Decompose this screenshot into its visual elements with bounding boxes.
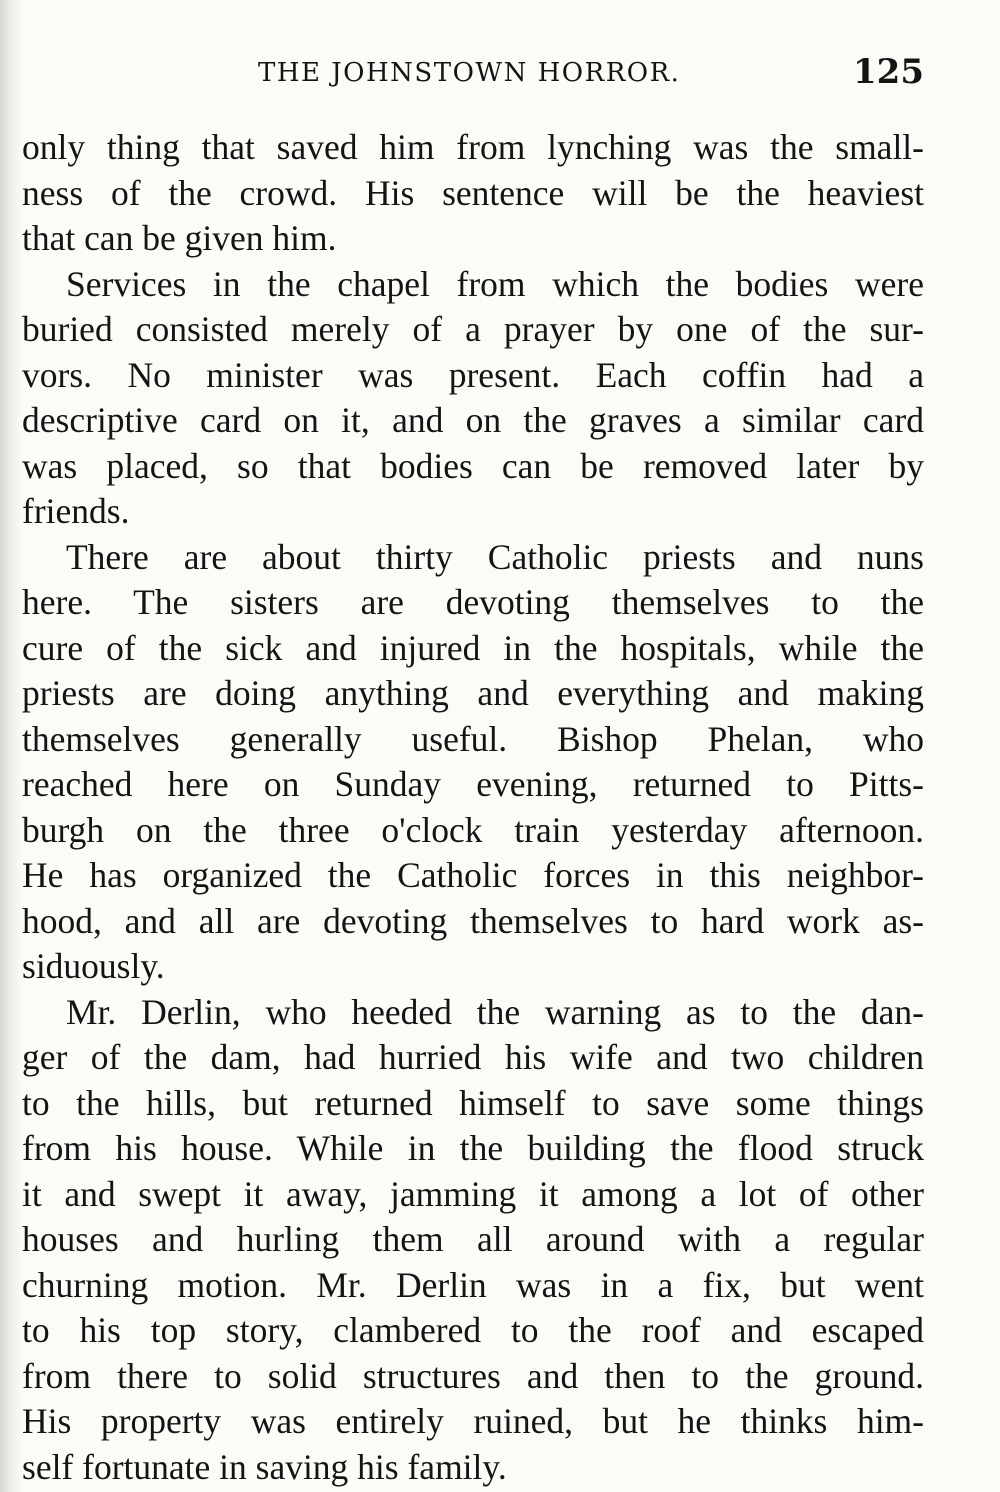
page-number: 125 — [853, 52, 924, 92]
page-header — [0, 52, 1000, 102]
text-line: themselves generally useful. Bishop Phelan, who — [22, 718, 924, 759]
text-line: self fortunate in saving his family. — [22, 1446, 507, 1487]
text-line: only thing that saved him from lynching was the small- — [22, 127, 924, 167]
text-line: houses and hurling them all around with a regular — [22, 1219, 924, 1259]
text-line: There are about thirty Catholic priests and nuns — [66, 536, 924, 577]
text-line: ger of the dam, had hurried his wife and two children — [22, 1037, 924, 1077]
body-text — [22, 125, 924, 1490]
text-line: friends. — [22, 491, 130, 531]
page-gutter-shadow — [0, 0, 22, 1492]
text-line: that can be given him. — [22, 218, 337, 258]
text-line: He has organized the Catholic forces in this neighbor- — [22, 855, 924, 895]
text-line: cure of the sick and injured in the hospitals, while the — [22, 627, 924, 668]
text-line: it and swept it away, jamming it among a lot of other — [22, 1173, 924, 1214]
text-line: descriptive card on it, and on the graves a similar card — [22, 400, 924, 440]
text-line: Services in the chapel from which the bodies were — [66, 263, 924, 304]
text-line: vors. No minister was present. Each coffin had a — [22, 354, 924, 395]
text-line: to the hills, but returned himself to save some things — [22, 1082, 924, 1123]
text-line: Mr. Derlin, who heeded the warning as to the dan- — [66, 991, 924, 1032]
text-line: was placed, so that bodies can be removed later by — [22, 445, 924, 486]
text-line: His property was entirely ruined, but he thinks him- — [22, 1401, 924, 1441]
text-line: reached here on Sunday evening, returned to Pitts- — [22, 764, 924, 804]
text-line: buried consisted merely of a prayer by one of the sur- — [22, 309, 924, 349]
text-line: churning motion. Mr. Derlin was in a fix, but went — [22, 1264, 924, 1305]
text-line: to his top story, clambered to the roof and escaped — [22, 1310, 924, 1350]
text-line: from his house. While in the building the flood struck — [22, 1128, 924, 1168]
text-line: burgh on the three o'clock train yesterday afternoon. — [22, 809, 924, 850]
text-line: siduously. — [22, 946, 165, 986]
text-line: priests are doing anything and everything and making — [22, 673, 924, 713]
text-line: ness of the crowd. His sentence will be the heaviest — [22, 172, 924, 213]
text-line: here. The sisters are devoting themselves to the — [22, 582, 924, 622]
running-title: THE JOHNSTOWN HORROR. — [258, 58, 681, 88]
text-line: hood, and all are devoting themselves to hard work as- — [22, 900, 924, 941]
text-line: from there to solid structures and then to the ground. — [22, 1355, 924, 1396]
